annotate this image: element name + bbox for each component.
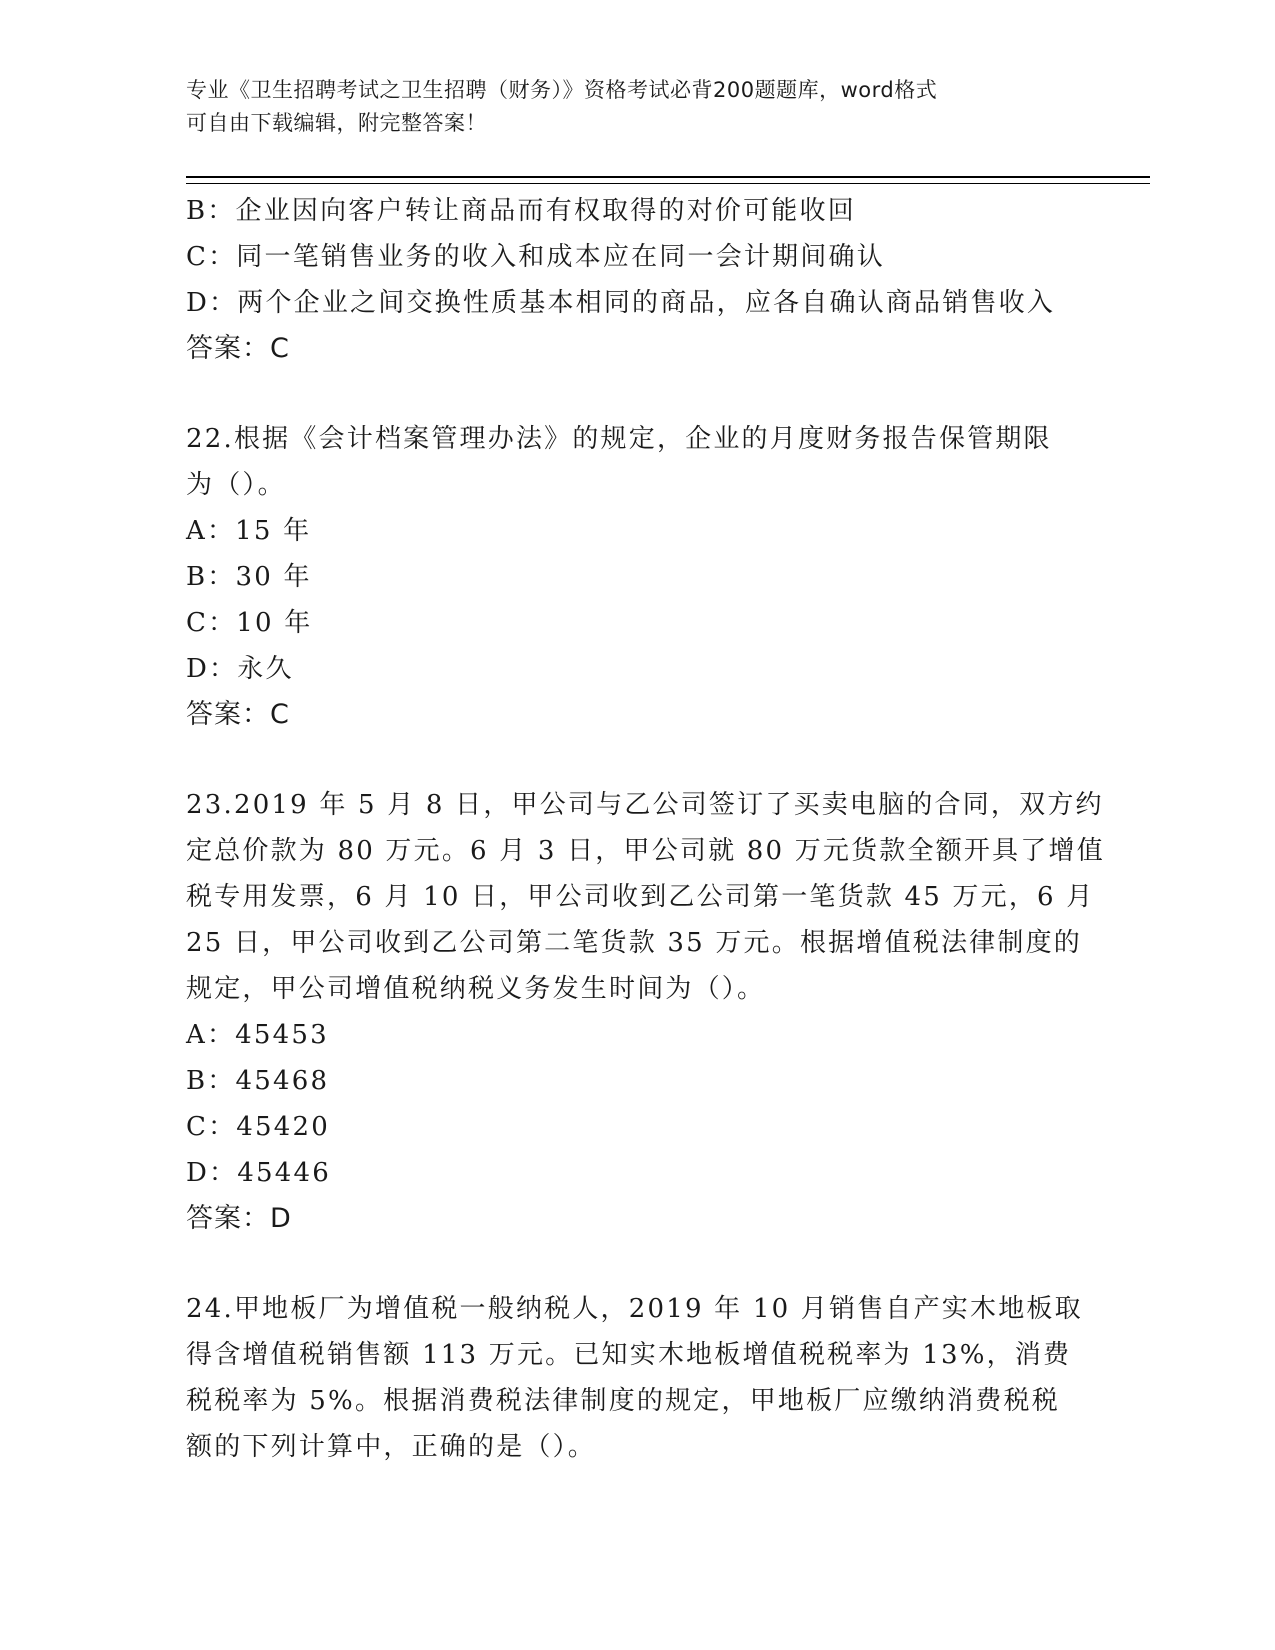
question-stem-line: 额的下列计算中，正确的是（）。 [186,1432,597,1462]
option-d: D：45446 [186,1158,331,1188]
question-21 [186,188,1086,372]
option-c: C：45420 [186,1112,331,1142]
question-23 [186,782,1105,1242]
option-b: B：企业因向客户转让商品而有权取得的对价可能收回 [186,196,856,226]
question-stem-line: 24.甲地板厂为增值税一般纳税人，2019 年 10 月销售自产实木地板取 [186,1294,1083,1324]
question-stem-line: 25 日，甲公司收到乙公司第二笔货款 35 万元。根据增值税法律制度的 [186,928,1082,958]
answer: 答案：C [186,699,290,730]
header-title-line-1: 专业《卫生招聘考试之卫生招聘（财务）》资格考试必背200题题库，word格式 [186,78,938,102]
option-b: B：30 年 [186,562,312,592]
option-c: C：同一笔销售业务的收入和成本应在同一会计期间确认 [186,242,885,272]
document-header [186,74,1066,140]
question-list [186,188,1105,1470]
option-d: D：永久 [186,654,294,684]
question-stem-line: 23.2019 年 5 月 8 日，甲公司与乙公司签订了买卖电脑的合同，双方约 [186,790,1104,820]
question-stem-line: 定总价款为 80 万元。6 月 3 日，甲公司就 80 万元货款全额开具了增值 [186,836,1105,866]
question-stem-line: 22.根据《会计档案管理办法》的规定，企业的月度财务报告保管期限 [186,424,1052,454]
question-22 [186,416,1086,738]
option-c: C：10 年 [186,608,313,638]
header-rule-thick [186,176,1150,178]
header-rule-thin [186,183,1150,184]
option-a: A：45453 [186,1020,329,1050]
question-stem-line: 税专用发票，6 月 10 日，甲公司收到乙公司第一笔货款 45 万元，6 月 [186,882,1095,912]
question-stem-line: 为（）。 [186,470,286,500]
question-24 [186,1286,1086,1470]
question-stem-line: 规定，甲公司增值税纳税义务发生时间为（）。 [186,974,766,1004]
option-d: D：两个企业之间交换性质基本相同的商品，应各自确认商品销售收入 [186,288,1056,318]
option-a: A：15 年 [186,516,312,546]
answer: 答案：D [186,1203,292,1234]
answer: 答案：C [186,333,290,364]
option-b: B：45468 [186,1066,330,1096]
question-stem-line: 税税率为 5%。根据消费税法律制度的规定，甲地板厂应缴纳消费税税 [186,1386,1060,1416]
question-stem-line: 得含增值税销售额 113 万元。已知实木地板增值税税率为 13%，消费 [186,1340,1072,1370]
header-title-line-2: 可自由下载编辑，附完整答案！ [186,111,487,135]
